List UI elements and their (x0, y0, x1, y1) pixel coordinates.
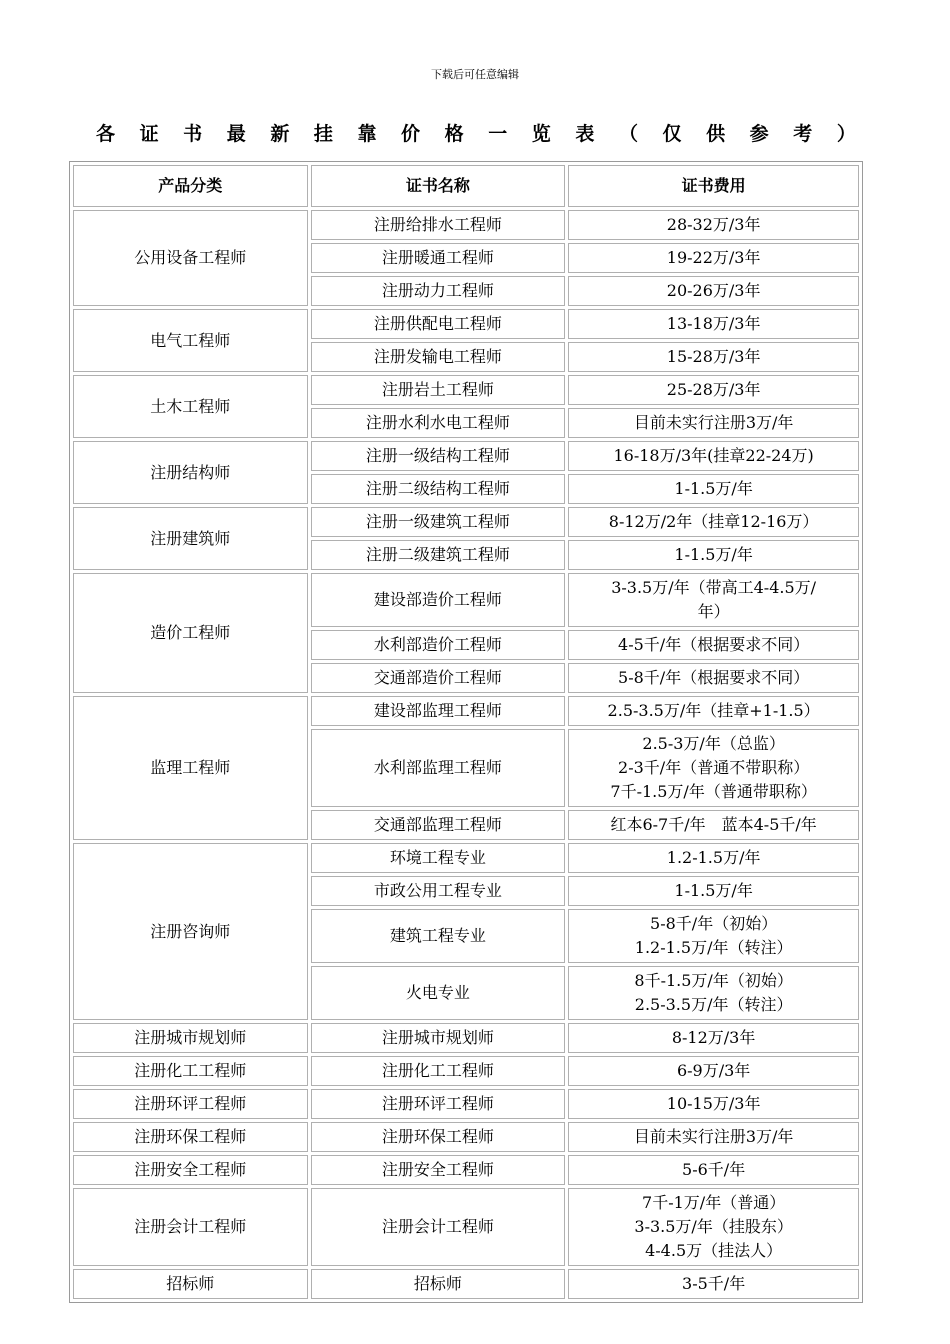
title-char: ） (836, 122, 856, 145)
certificate-name-cell: 注册会计工程师 (311, 1188, 566, 1266)
title-char: 考 (793, 122, 813, 145)
certificate-fee-cell (568, 1155, 859, 1185)
certificate-fee-cell (568, 1023, 859, 1053)
fee-line: 13-18万/3年 (666, 314, 761, 333)
title-char: 仅 (662, 122, 682, 145)
category-cell: 注册城市规划师 (73, 1023, 308, 1053)
certificate-fee-cell (568, 210, 859, 240)
certificate-fee-cell (568, 540, 859, 570)
certificate-fee-cell (568, 408, 859, 438)
certificate-name-cell: 注册化工工程师 (311, 1056, 566, 1086)
certificate-fee-cell (568, 243, 859, 273)
category-cell: 注册化工工程师 (73, 1056, 308, 1086)
title-char: 挂 (313, 122, 333, 145)
certificate-name-cell: 注册给排水工程师 (311, 210, 566, 240)
table-row (73, 210, 859, 240)
category-cell: 造价工程师 (73, 573, 308, 693)
title-char: 最 (226, 122, 246, 145)
certificate-name-cell: 注册动力工程师 (311, 276, 566, 306)
certificate-name-cell: 招标师 (311, 1269, 566, 1299)
table-row (73, 375, 859, 405)
certificate-name-cell: 注册环评工程师 (311, 1089, 566, 1119)
certificate-name-cell: 市政公用工程专业 (311, 876, 566, 906)
certificate-name-cell: 注册岩土工程师 (311, 375, 566, 405)
fee-line: 8-12万/2年（挂章12-16万） (608, 512, 819, 531)
certificate-fee-cell (568, 474, 859, 504)
certificate-fee-cell (568, 573, 859, 627)
category-cell: 招标师 (73, 1269, 308, 1299)
table-row (73, 843, 859, 873)
title-char: 表 (575, 122, 595, 145)
certificate-fee-cell (568, 1188, 859, 1266)
fee-line: 5-6千/年 (682, 1160, 746, 1179)
title-char: 靠 (357, 122, 377, 145)
fee-line: 3-3.5万/年（带高工4-4.5万/ (611, 578, 817, 597)
fee-line: 15-28万/3年 (666, 347, 761, 366)
fee-line: 4-4.5万（挂法人） (645, 1241, 783, 1260)
certificate-name-cell: 交通部造价工程师 (311, 663, 566, 693)
certificate-name-cell: 注册暖通工程师 (311, 243, 566, 273)
certificate-fee-cell (568, 630, 859, 660)
certificate-fee-cell (568, 966, 859, 1020)
table-row (73, 1023, 859, 1053)
table-row (73, 1155, 859, 1185)
category-cell: 注册环评工程师 (73, 1089, 308, 1119)
certificate-fee-cell (568, 276, 859, 306)
column-header-certificate: 证书名称 (311, 165, 566, 207)
certificate-name-cell: 注册水利水电工程师 (311, 408, 566, 438)
certificate-fee-cell (568, 507, 859, 537)
fee-line: 7千-1.5万/年（普通带职称） (610, 782, 817, 801)
fee-line: 19-22万/3年 (666, 248, 761, 267)
table-row (73, 1056, 859, 1086)
certificate-fee-cell (568, 909, 859, 963)
column-header-fee: 证书费用 (568, 165, 859, 207)
certificate-fee-cell (568, 810, 859, 840)
fee-line: 2.5-3万/年（总监） (642, 734, 785, 753)
fee-line: 25-28万/3年 (666, 380, 761, 399)
certificate-fee-cell (568, 1056, 859, 1086)
fee-line: 2.5-3.5万/年（挂章+1-1.5） (607, 701, 820, 720)
category-cell: 注册会计工程师 (73, 1188, 308, 1266)
fee-line: 年） (697, 602, 730, 621)
certificate-name-cell: 注册二级建筑工程师 (311, 540, 566, 570)
certificate-name-cell: 建设部监理工程师 (311, 696, 566, 726)
document-title (96, 119, 856, 145)
title-char: 一 (488, 122, 508, 145)
fee-line: 16-18万/3年(挂章22-24万) (613, 446, 814, 465)
fee-line: 6-9万/3年 (676, 1061, 751, 1080)
category-cell: 电气工程师 (73, 309, 308, 372)
fee-line: 4-5千/年（根据要求不同） (618, 635, 810, 654)
category-cell: 注册安全工程师 (73, 1155, 308, 1185)
certificate-fee-cell (568, 375, 859, 405)
certificate-fee-cell (568, 696, 859, 726)
certificate-name-cell: 交通部监理工程师 (311, 810, 566, 840)
table-row (73, 1269, 859, 1299)
certificate-fee-cell (568, 342, 859, 372)
fee-line: 1-1.5万/年 (674, 545, 753, 564)
fee-line: 3-5千/年 (682, 1274, 746, 1293)
certificate-name-cell: 建设部造价工程师 (311, 573, 566, 627)
table-row (73, 1122, 859, 1152)
fee-line: 1.2-1.5万/年 (666, 848, 761, 867)
table-row (73, 507, 859, 537)
table-row (73, 1089, 859, 1119)
certificate-name-cell: 注册安全工程师 (311, 1155, 566, 1185)
title-char: （ (618, 122, 638, 145)
fee-line: 目前未实行注册3万/年 (633, 413, 794, 432)
certificate-name-cell: 水利部造价工程师 (311, 630, 566, 660)
title-char: 新 (270, 122, 290, 145)
certificate-name-cell: 建筑工程专业 (311, 909, 566, 963)
price-table (69, 161, 863, 1303)
category-cell: 注册建筑师 (73, 507, 308, 570)
title-char: 参 (749, 122, 769, 145)
category-cell: 监理工程师 (73, 696, 308, 840)
table-row (73, 309, 859, 339)
certificate-name-cell: 注册一级建筑工程师 (311, 507, 566, 537)
header-note: 下载后可任意编辑 (431, 68, 519, 81)
fee-line: 8千-1.5万/年（初始） (634, 971, 793, 990)
title-char: 各 (96, 122, 116, 145)
table-body (73, 210, 859, 1299)
certificate-name-cell: 环境工程专业 (311, 843, 566, 873)
fee-line: 1-1.5万/年 (674, 479, 753, 498)
certificate-name-cell: 注册二级结构工程师 (311, 474, 566, 504)
title-char: 格 (444, 122, 464, 145)
fee-line: 5-8千/年（初始） (650, 914, 778, 933)
certificate-fee-cell (568, 843, 859, 873)
certificate-fee-cell (568, 441, 859, 471)
category-cell: 公用设备工程师 (73, 210, 308, 306)
table-header-row (73, 165, 859, 207)
fee-line: 2-3千/年（普通不带职称） (618, 758, 810, 777)
certificate-fee-cell (568, 1122, 859, 1152)
fee-line: 1-1.5万/年 (674, 881, 753, 900)
fee-line: 8-12万/3年 (671, 1028, 756, 1047)
certificate-name-cell: 注册一级结构工程师 (311, 441, 566, 471)
fee-line: 红本6-7千/年 蓝本4-5千/年 (610, 815, 817, 834)
title-char: 供 (706, 122, 726, 145)
fee-line: 2.5-3.5万/年（转注） (634, 995, 793, 1014)
fee-line: 20-26万/3年 (666, 281, 761, 300)
title-char: 证 (139, 122, 159, 145)
price-table-container (69, 161, 863, 1303)
certificate-name-cell: 注册环保工程师 (311, 1122, 566, 1152)
fee-line: 10-15万/3年 (666, 1094, 761, 1113)
fee-line: 28-32万/3年 (666, 215, 761, 234)
certificate-fee-cell (568, 1089, 859, 1119)
table-row (73, 573, 859, 627)
certificate-fee-cell (568, 663, 859, 693)
fee-line: 7千-1万/年（普通） (642, 1193, 786, 1212)
certificate-fee-cell (568, 876, 859, 906)
fee-line: 5-8千/年（根据要求不同） (618, 668, 810, 687)
title-char: 书 (183, 122, 203, 145)
fee-line: 3-3.5万/年（挂股东） (634, 1217, 793, 1236)
certificate-name-cell: 火电专业 (311, 966, 566, 1020)
category-cell: 注册环保工程师 (73, 1122, 308, 1152)
column-header-category: 产品分类 (73, 165, 308, 207)
title-char: 价 (401, 122, 421, 145)
certificate-name-cell: 水利部监理工程师 (311, 729, 566, 807)
title-char: 览 (531, 122, 551, 145)
table-row (73, 696, 859, 726)
table-row (73, 441, 859, 471)
category-cell: 注册结构师 (73, 441, 308, 504)
table-row (73, 1188, 859, 1266)
certificate-name-cell: 注册供配电工程师 (311, 309, 566, 339)
certificate-name-cell: 注册城市规划师 (311, 1023, 566, 1053)
category-cell: 土木工程师 (73, 375, 308, 438)
certificate-fee-cell (568, 309, 859, 339)
fee-line: 目前未实行注册3万/年 (633, 1127, 794, 1146)
fee-line: 1.2-1.5万/年（转注） (634, 938, 793, 957)
certificate-fee-cell (568, 1269, 859, 1299)
certificate-name-cell: 注册发输电工程师 (311, 342, 566, 372)
certificate-fee-cell (568, 729, 859, 807)
category-cell: 注册咨询师 (73, 843, 308, 1020)
